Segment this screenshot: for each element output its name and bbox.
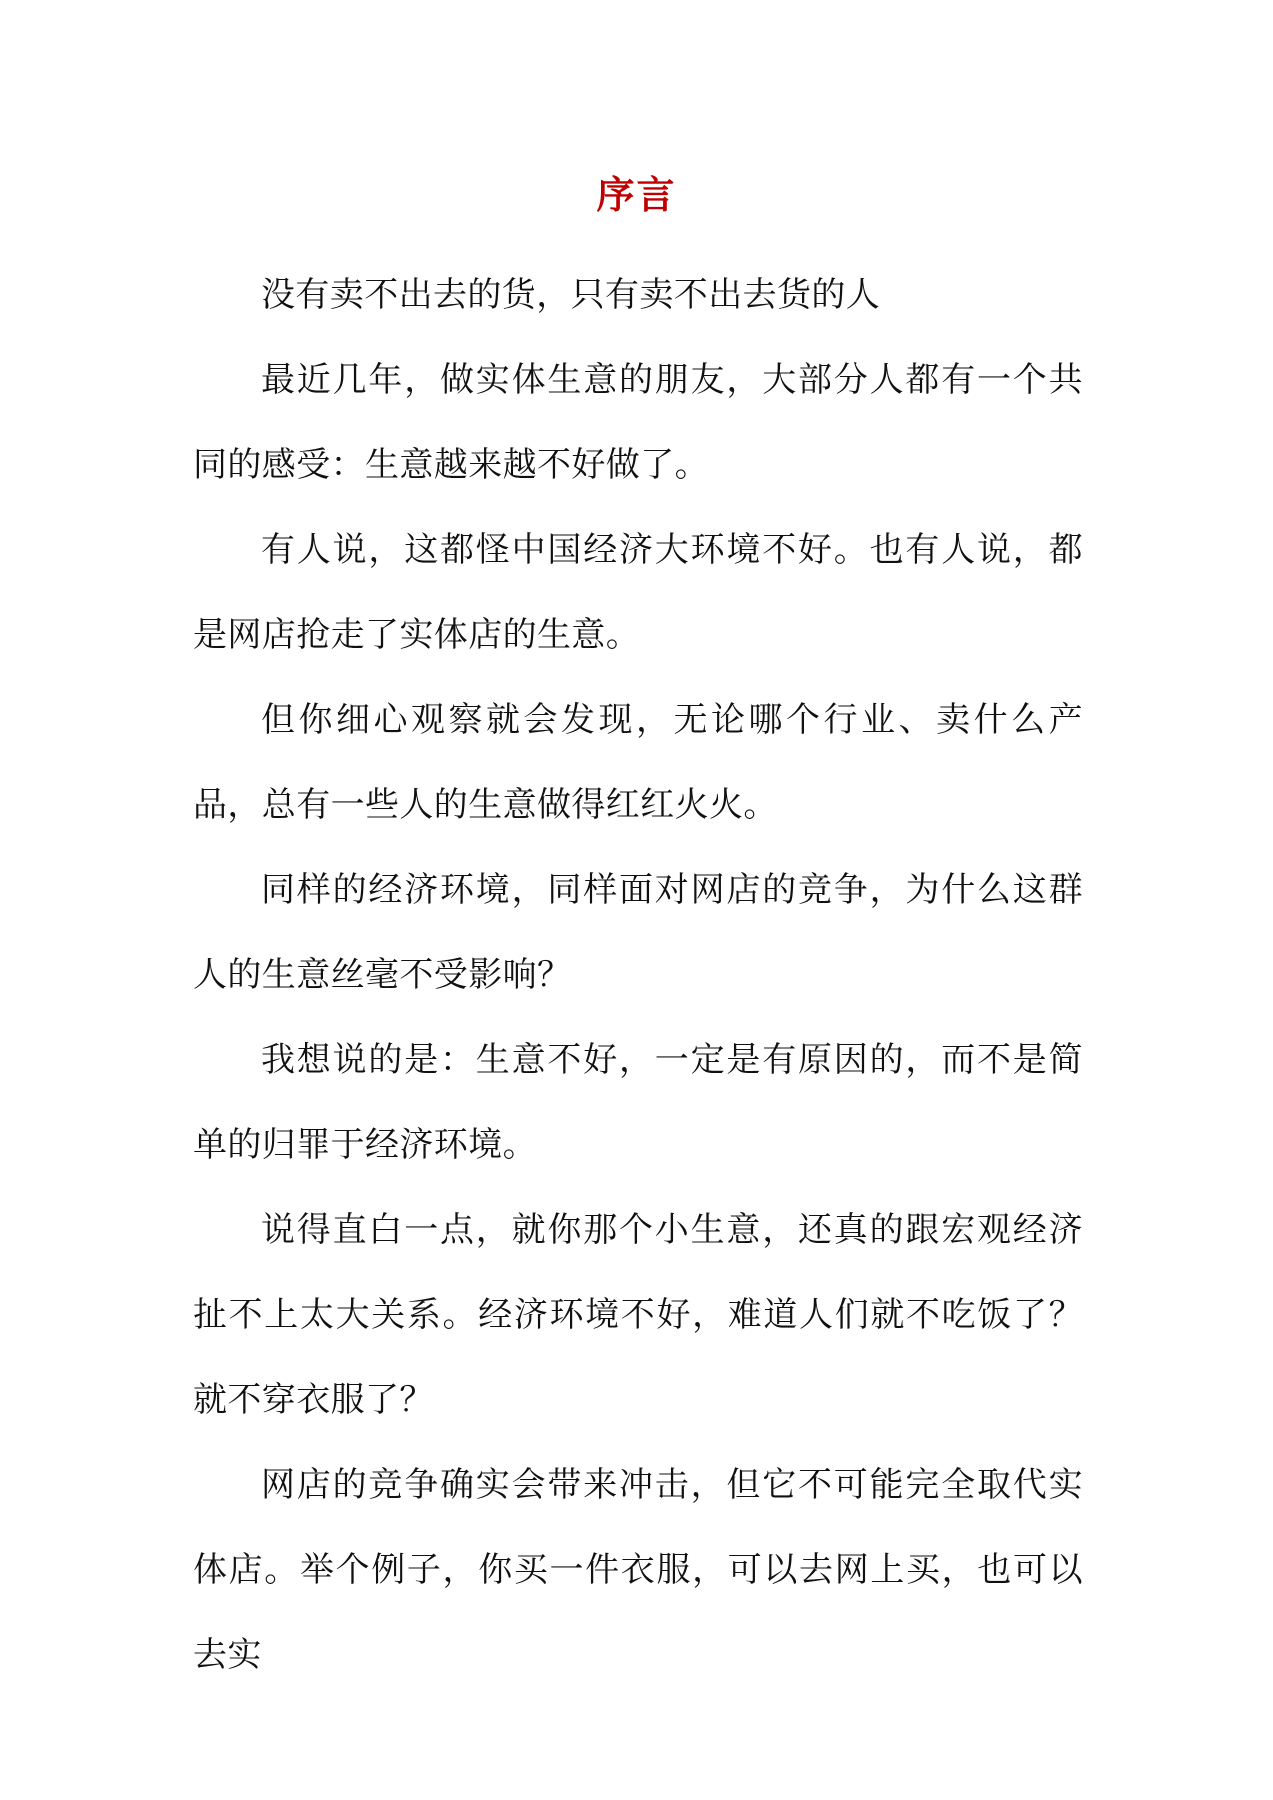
paragraph: 最近几年，做实体生意的朋友，大部分人都有一个共同的感受：生意越来越不好做了。 bbox=[193, 360, 1083, 485]
paragraph: 有人说，这都怪中国经济大环境不好。也有人说，都是网店抢走了实体店的生意。 bbox=[193, 530, 1083, 655]
paragraph: 我想说的是：生意不好，一定是有原因的，而不是简单的归罪于经济环境。 bbox=[193, 1040, 1083, 1165]
paragraph: 但你细心观察就会发现，无论哪个行业、卖什么产品，总有一些人的生意做得红红火火。 bbox=[193, 700, 1083, 825]
paragraph: 说得直白一点，就你那个小生意，还真的跟宏观经济扯不上太大关系。经济环境不好，难道人们就不吃饭了？就不穿衣服了？ bbox=[193, 1210, 1083, 1420]
body-text bbox=[193, 253, 1083, 1698]
paragraph: 同样的经济环境，同样面对网店的竞争，为什么这群人的生意丝毫不受影响？ bbox=[193, 870, 1083, 995]
paragraph: 没有卖不出去的货，只有卖不出去货的人 bbox=[261, 275, 881, 315]
paragraph: 网店的竞争确实会带来冲击，但它不可能完全取代实体店。举个例子，你买一件衣服，可以去网上买，也可以去实 bbox=[193, 1465, 1083, 1675]
page-title: 序言 bbox=[596, 172, 677, 217]
